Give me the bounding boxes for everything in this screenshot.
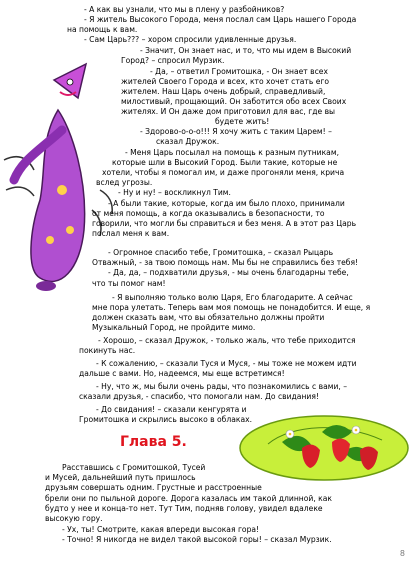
text-line: жителях. И Он даже дом приготовил для вас, где вы (121, 107, 336, 116)
text-line: - К сожалению, – сказали Туся и Муся, - мы тоже не можем идти (96, 359, 357, 368)
text-line: - Точно! Я никогда не видел такой высокой горы! – сказал Мурзик. (62, 535, 332, 544)
text-line: - Огромное спасибо тебе, Громитошка, – сказал Рыцарь (108, 248, 334, 257)
strawberry-illustration (232, 404, 410, 484)
text-line: - А как вы узнали, что мы в плену у разбойников? (84, 5, 285, 14)
text-line: - Меня Царь посылал на помощь к разным путникам, (125, 148, 339, 157)
text-line: - Да, – ответил Громитошка, - Он знает всех (150, 67, 328, 76)
text-line: Громитошка и скрылись высоко в облаках. (79, 415, 253, 424)
text-line: - Я житель Высокого Города, меня послал сам Царь нашего Города (84, 15, 357, 24)
text-line: будто у нее и конца-то нет. Тут Тим, подняв голову, увидел вдалеке (45, 504, 323, 513)
text-line: дальше с вами. Но, надеемся, мы еще встретимся! (79, 369, 285, 378)
text-line: что ты помог нам! (92, 279, 166, 288)
text-line: Музыкальный Город, не пройдите мимо. (92, 323, 256, 332)
text-line: Отважный, - за твою помощь нам. Мы бы не справились без тебя! (92, 258, 359, 267)
text-line: от меня помощь, а когда оказывались в безопасности, то (92, 209, 325, 218)
text-line: высокую гору. (45, 514, 103, 523)
text-line: Расставшись с Громитошкой, Тусей (62, 463, 206, 472)
text-line: жителей Своего Города и всех, кто хочет стать его (121, 77, 330, 86)
page-number: 8 (399, 549, 405, 558)
text-line: покинуть нас. (79, 346, 136, 355)
text-line: сказали друзья, - спасибо, что помогали нам. До свидания! (79, 392, 319, 401)
text-line: хотели, чтобы я помогал им, и даже прогоняли меня, крича (102, 168, 345, 177)
text-line: - Ух, ты! Смотрите, какая впереди высокая гора! (62, 525, 260, 534)
text-line: друзьям совершать одним. Грустные и расстроенные (45, 483, 262, 492)
text-line: милостивый, прощающий. Он заботится обо всех Своих (121, 97, 347, 106)
text-line: - Я выполняю только волю Царя, Его благодарите. А сейчас (112, 293, 353, 302)
text-line: должен сказать вам, что вы обязательно должны пройти (92, 313, 325, 322)
text-line: послал меня к вам. (92, 229, 170, 238)
text-line: будете жить! (215, 117, 270, 126)
text-line: - Здорово-о-о-о!!! Я хочу жить с таким Царем! – (140, 127, 332, 136)
text-line: - До свидания! – сказали кенгурята и (96, 405, 247, 414)
text-line: говорили, что могли бы справиться и без меня. А в этот раз Царь (92, 219, 357, 228)
text-line: брели они по пыльной дороге. Дорога казалась им такой длинной, как (45, 494, 333, 503)
text-line: - Ну и ну! – воскликнул Тим. (118, 188, 231, 197)
text-line: и Мусей, дальнейший путь пришлось (45, 473, 196, 482)
text-line: Город? – спросил Мурзик. (121, 56, 225, 65)
text-line: - Ну, что ж, мы были очень рады, что познакомились с вами, – (96, 382, 348, 391)
text-line: - А были такие, которые, когда им было плохо, принимали (108, 199, 345, 208)
chapter-heading: Глава 5. (120, 434, 187, 450)
text-line: - Хорошо, – сказал Дружок, - только жаль, что тебе приходится (98, 336, 356, 345)
text-line: мне пора улетать. Теперь вам моя помощь не понадобится. И еще, я (92, 303, 371, 312)
text-line: которые шли в Высокий Город. Были такие, которые не (112, 158, 338, 167)
text-line: на помощь к вам. (67, 25, 138, 34)
text-line: - Сам Царь??? – хором спросили удивленные друзья. (84, 35, 297, 44)
text-line: - Значит, Он знает нас, и то, что мы идем в Высокий (140, 46, 352, 55)
text-line: жителем. Наш Царь очень добрый, справедливый, (121, 87, 326, 96)
text-line: сказал Дружок. (156, 137, 220, 146)
text-line: - Да, да, – подхватили друзья, - мы очень благодарны тебе, (108, 268, 349, 277)
text-line: вслед угрозы. (96, 178, 153, 187)
